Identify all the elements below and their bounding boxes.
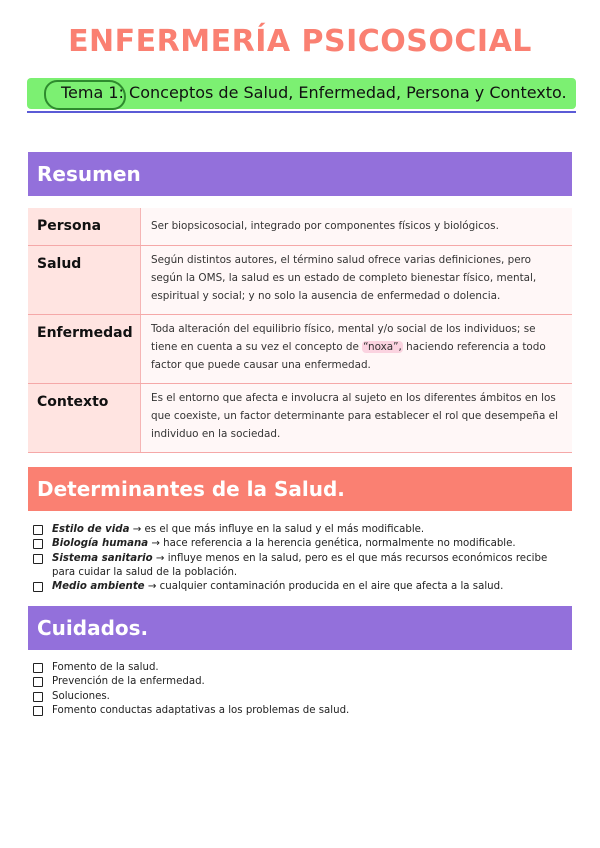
list-item: Fomento conductas adaptativas a los problemas de salud. <box>33 704 563 718</box>
page-title: ENFERMERÍA PSICOSOCIAL <box>68 24 532 59</box>
list-item: Biología humana → hace referencia a la herencia genética, normalmente no modificable. <box>33 537 563 551</box>
term-persona: Persona <box>28 208 141 245</box>
list-item: Prevención de la enfermedad. <box>33 675 563 689</box>
table-row <box>28 383 572 452</box>
definition-salud: Según distintos autores, el término salud ofrece varias definiciones, pero según la OMS, la salud es un estado de completo bienestar físico, mental, espiritual y social; y no solo la ausencia de enfermedad o dolencia. <box>141 245 573 314</box>
topic-text <box>61 83 567 102</box>
term-salud: Salud <box>28 245 141 314</box>
checkbox-icon[interactable] <box>33 539 43 549</box>
checkbox-icon[interactable] <box>33 525 43 535</box>
list-item: Estilo de vida → es el que más influye en la salud y el más modificable. <box>33 523 563 537</box>
list-item: Medio ambiente → cualquier contaminación producida en el aire que afecta a la salud. <box>33 580 563 594</box>
summary-header: Resumen <box>28 152 572 196</box>
checkbox-icon[interactable] <box>33 582 43 592</box>
definition-enfermedad: Toda alteración del equilibrio físico, mental y/o social de los individuos; se tiene en cuenta a su vez el concepto de “noxa”, haciendo referencia a todo factor que puede causar una enfermedad. <box>141 314 573 383</box>
list-item: Sistema sanitario → influye menos en la salud, pero es el que más recursos económicos recibe para cuidar la salud de la población. <box>33 552 563 581</box>
determinants-header: Determinantes de la Salud. <box>28 467 572 511</box>
table-row <box>28 245 572 314</box>
checkbox-icon[interactable] <box>33 554 43 564</box>
topic-label: Tema 1: <box>61 83 124 102</box>
care-header: Cuidados. <box>28 606 572 650</box>
summary-table <box>28 208 572 453</box>
table-row <box>28 208 572 245</box>
checkbox-icon[interactable] <box>33 692 43 702</box>
determinants-list <box>33 523 563 594</box>
definition-persona: Ser biopsicosocial, integrado por componentes físicos y biológicos. <box>141 208 573 245</box>
checkbox-icon[interactable] <box>33 677 43 687</box>
definition-contexto: Es el entorno que afecta e involucra al sujeto en los diferentes ámbitos en los que coexiste, un factor determinante para establecer el rol que desempeña el individuo en la sociedad. <box>141 383 573 452</box>
list-item: Fomento de la salud. <box>33 661 563 675</box>
noxa-highlight: “noxa”, <box>363 340 402 353</box>
term-contexto: Contexto <box>28 383 141 452</box>
care-list <box>33 661 563 718</box>
checkbox-icon[interactable] <box>33 706 43 716</box>
table-row <box>28 314 572 383</box>
list-item: Soluciones. <box>33 690 563 704</box>
term-enfermedad: Enfermedad <box>28 314 141 383</box>
topic-underline <box>27 111 576 113</box>
topic-banner <box>27 77 576 113</box>
topic-title: Conceptos de Salud, Enfermedad, Persona y Contexto. <box>129 83 567 102</box>
checkbox-icon[interactable] <box>33 663 43 673</box>
